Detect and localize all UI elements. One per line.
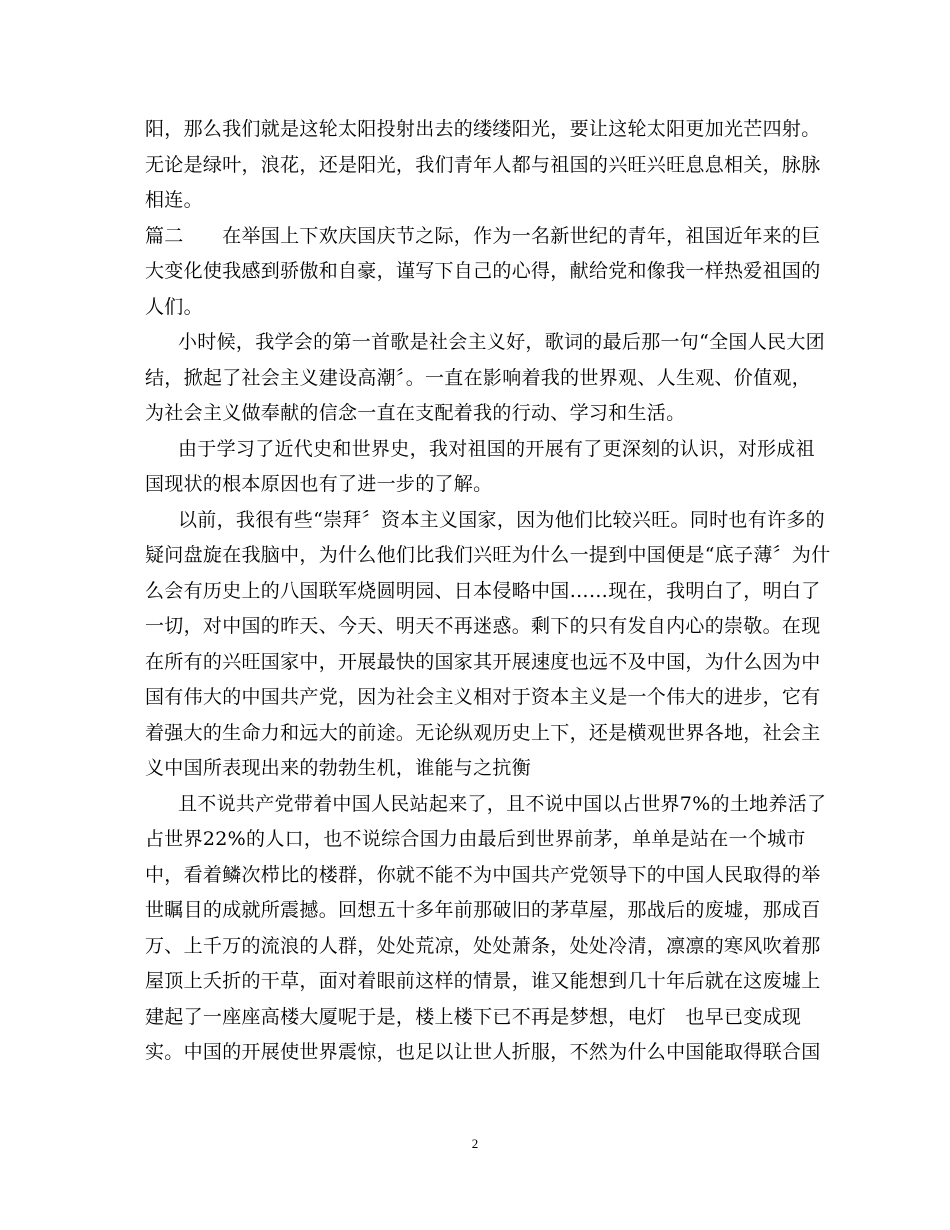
text-line: 实。中国的开展使世界震惊，也足以让世人折服，不然为什么中国能取得联合国: [145, 1041, 821, 1063]
text-line: 么会有历史上的八国联军烧圆明园、日本侵略中国……现在，我明白了，明白了: [145, 579, 821, 602]
text-line: 国现状的根本原因也有了进一步的了解。: [145, 473, 493, 495]
text-line: 为社会主义做奉献的信念一直在支配着我的行动、学习和生活。: [145, 402, 686, 424]
text-line: 着强大的生命力和远大的前途。无论纵观历史上下，还是横观世界各地，社会主: [145, 721, 821, 744]
text-line: 无论是绿叶，浪花，还是阳光，我们青年人都与祖国的兴旺兴旺息息相关，脉脉: [145, 153, 821, 176]
text-line: 建起了一座座高楼大厦呢于是，楼上楼下已不再是梦想，电灯 也早已变成现: [145, 1005, 802, 1028]
text-line: 疑问盘旋在我脑中，为什么他们比我们兴旺为什么一提到中国便是“底子薄〞为什: [145, 544, 831, 566]
paragraph-start-line: 小时候，我学会的第一首歌是社会主义好，歌词的最后那一句“全国人民大团: [178, 331, 825, 353]
page-number: 2: [471, 1136, 479, 1151]
paragraph-start-line: 由于学习了近代史和世界史，我对祖国的开展有了更深刻的认识，对形成祖: [178, 437, 815, 460]
text-line: 阳，那么我们就是这轮太阳投射出去的缕缕阳光，要让这轮太阳更加光芒四射。: [145, 118, 821, 140]
section-heading-line: 篇二 在举国上下欢庆国庆节之际，作为一名新世纪的青年，祖国近年来的巨: [145, 224, 821, 247]
text-line: 万、上千万的流浪的人群，处处荒凉，处处萧条，处处冷清，凛凛的寒风吹着那: [145, 934, 821, 957]
text-line: 屋顶上夭折的干草，面对着眼前这样的情景，谁又能想到几十年后就在这废墟上: [145, 970, 821, 992]
text-line: 世瞩目的成就所震撼。回想五十多年前那破旧的茅草屋，那战后的废墟，那成百: [145, 899, 821, 921]
text-line: 国有伟大的中国共产党，因为社会主义相对于资本主义是一个伟大的进步，它有: [145, 686, 821, 708]
paragraph-start-line: 且不说共产党带着中国人民站起来了，且不说中国以占世界7%的土地养活了: [178, 792, 827, 815]
text-line: 占世界22%的人口，也不说综合国力由最后到世界前茅，单单是站在一个城市: [145, 828, 806, 850]
text-line: 义中国所表现出来的勃勃生机，谁能与之抗衡: [145, 757, 532, 779]
text-line: 相连。: [145, 189, 203, 211]
paragraph-start-line: 以前，我很有些“崇拜〞资本主义国家，因为他们比较兴旺。同时也有许多的: [178, 508, 825, 531]
text-line: 结，掀起了社会主义建设高潮〞。一直在影响着我的世界观、人生观、价值观，: [145, 366, 812, 389]
text-line: 一切，对中国的昨天、今天、明天不再迷惑。剩下的只有发自内心的崇敬。在现: [145, 615, 821, 637]
text-line: 在所有的兴旺国家中，开展最快的国家其开展速度也远不及中国，为什么因为中: [145, 650, 821, 673]
text-line: 人们。: [145, 295, 203, 318]
document-body: [145, 112, 831, 1071]
text-line: 大变化使我感到骄傲和自豪，谨写下自己的心得，献给党和像我一样热爱祖国的: [145, 260, 821, 282]
text-line: 中，看着鳞次栉比的楼群，你就不能不为中国共产党领导下的中国人民取得的举: [145, 863, 821, 886]
